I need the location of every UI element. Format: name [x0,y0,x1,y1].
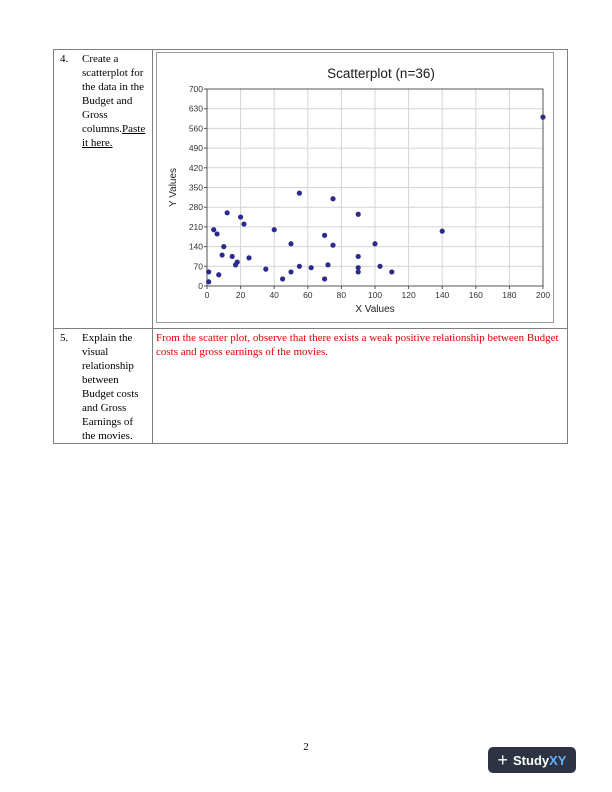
page-number: 2 [303,741,309,753]
y-tick-label: 420 [188,162,203,173]
data-point [263,267,268,272]
scatterplot-image [156,52,554,323]
data-point [280,276,285,281]
question-text [82,52,148,150]
data-point [272,227,277,232]
data-point [220,252,225,257]
data-point [221,244,226,249]
y-axis-label: Y Values [168,167,179,208]
data-point [322,233,327,238]
data-point [309,265,314,270]
question-main: Create a scatterplot for the data in the Budget and Gross columns. [82,53,145,135]
answer-text: From the scatter plot, observe that there exists a weak positive relationship between Budget costs and gross earnings of the movies. [156,332,559,358]
x-tick-label: 120 [401,290,416,300]
x-tick-label: 140 [435,290,450,300]
data-point [225,210,230,215]
data-point [389,269,394,274]
data-point [206,279,211,284]
data-point [288,269,293,274]
chart-title: Scatterplot (n=36) [327,66,435,81]
question-text: Explain the visual relationship between Budget costs and Gross Earnings of the movies. [82,332,139,442]
plus-icon: + [497,750,509,770]
data-point [297,191,302,196]
x-tick-label: 160 [468,290,483,300]
data-point [235,259,240,264]
data-point [211,227,216,232]
data-point [330,243,335,248]
data-point [206,269,211,274]
x-tick-label: 80 [336,290,347,300]
y-tick-label: 70 [193,261,203,272]
x-tick-label: 100 [367,290,383,300]
answer-cell [153,329,568,444]
y-tick-label: 210 [188,221,203,232]
data-point [372,241,377,246]
data-point [540,115,545,120]
question-number: 5. [60,332,69,344]
data-point [377,264,382,269]
data-point [241,221,246,226]
y-tick-label: 0 [198,281,203,291]
y-tick-label: 350 [188,182,203,193]
y-tick-label: 700 [188,84,203,94]
data-point [322,276,327,281]
data-point [325,262,330,267]
data-point [356,265,361,270]
data-point [230,254,235,259]
brand-accent: XY [549,752,567,768]
x-tick-label: 40 [269,290,279,300]
data-point [356,212,361,217]
data-point [238,214,243,219]
data-point [246,255,251,260]
y-tick-label: 490 [188,143,203,154]
scatterplot-chart [157,53,553,322]
question-cell [54,329,153,444]
x-tick-label: 0 [204,290,210,300]
question-number: 4. [60,53,69,65]
studyxy-logo[interactable] [488,747,576,773]
x-tick-label: 180 [502,290,517,300]
brand-main: Study [513,752,550,768]
x-tick-label: 20 [235,290,246,300]
data-point [297,264,302,269]
data-point [288,241,293,246]
data-point [356,254,361,259]
question-row [54,329,568,444]
paste-link[interactable]: Paste it here. [82,123,146,149]
answer-cell [153,50,568,329]
x-tick-label: 200 [535,290,551,300]
question-table [53,49,568,444]
question-row [54,50,568,329]
y-tick-label: 630 [188,103,203,114]
x-tick-label: 60 [303,290,313,300]
y-tick-label: 560 [188,123,203,134]
data-point [216,272,221,277]
question-cell [54,50,153,329]
y-tick-label: 140 [188,241,203,252]
data-point [440,229,445,234]
x-axis-label: X Values [355,304,395,315]
data-point [330,196,335,201]
y-tick-label: 280 [188,202,203,213]
data-point [214,231,219,236]
